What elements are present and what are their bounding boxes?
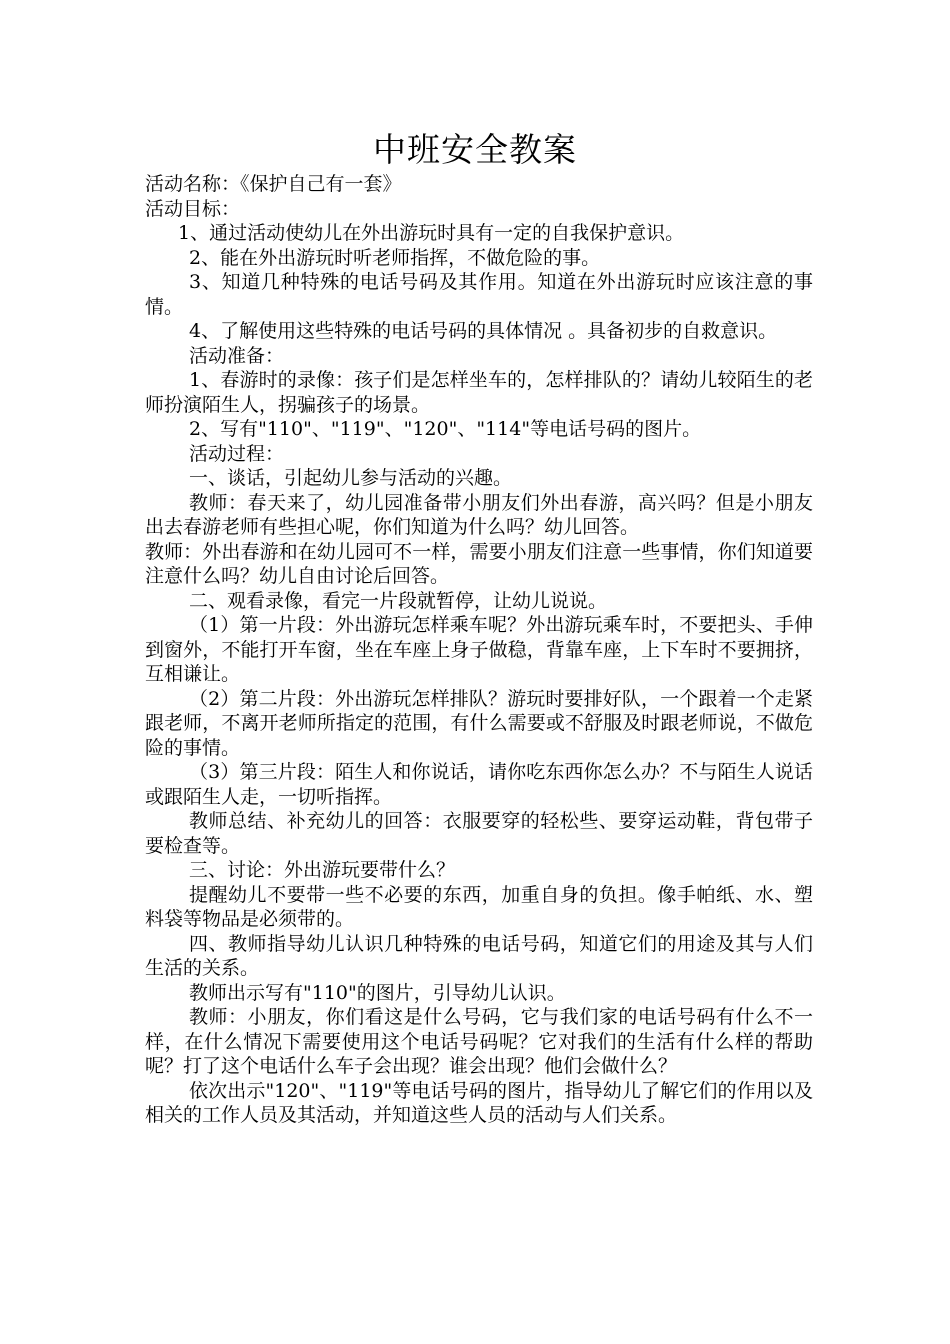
video-segment-1: （1）第一片段：外出游玩怎样乘车呢？外出游玩乘车时，不要把头、手伸到窗外，不能打开车窗，坐在车座上身子做稳，背靠车座，上下车时不要拥挤，互相谦让。 — [145, 614, 813, 685]
document-body — [145, 172, 813, 1128]
goal-1: 1、通过活动使幼儿在外出游玩时具有一定的自我保护意识。 — [178, 222, 685, 244]
preparation-1: 1、春游时的录像：孩子们是怎样坐车的，怎样排队的？请幼儿较陌生的老师扮演陌生人，拐骗孩子的场景。 — [145, 369, 813, 416]
goal-3: 3、知道几种特殊的电话号码及其作用。知道在外出游玩时应该注意的事情。 — [145, 271, 813, 318]
process-step-2: 二、观看录像，看完一片段就暂停，让幼儿说说。 — [189, 589, 608, 612]
show-110-paragraph: 教师出示写有"110"的图片，引导幼儿认识。 — [189, 981, 566, 1004]
show-120-119-paragraph: 依次出示"120"、"119"等电话号码的图片，指导幼儿了解它们的作用以及相关的工作人员及其活动，并知道这些人员的活动与人们关系。 — [145, 1079, 813, 1126]
teacher-dialogue-1: 教师：春天来了，幼儿园准备带小朋友们外出春游，高兴吗？但是小朋友出去春游老师有些担心呢，你们知道为什么吗？幼儿回答。 — [145, 491, 813, 538]
teacher-summary: 教师总结、补充幼儿的回答：衣服要穿的轻松些、要穿运动鞋，背包带子要检查等。 — [145, 810, 813, 857]
process-step-1: 一、谈话，引起幼儿参与活动的兴趣。 — [189, 467, 513, 489]
video-segment-3: （3）第三片段：陌生人和你说话，请你吃东西你怎么办？不与陌生人说话或跟陌生人走，一切听指挥。 — [145, 761, 813, 808]
activity-goals-heading: 活动目标： — [145, 197, 241, 220]
goal-4: 4、了解使用这些特殊的电话号码的具体情况 。具备初步的自救意识。 — [189, 320, 778, 342]
video-segment-2: （2）第二片段：外出游玩怎样排队？游玩时要排好队，一个跟着一个走紧跟老师，不离开老师所指定的范围，有什么需要或不舒服及时跟老师说，不做危险的事情。 — [145, 687, 813, 759]
process-step-3: 三、讨论：外出游玩要带什么？ — [189, 859, 456, 881]
teacher-question-paragraph: 教师：小朋友，你们看这是什么号码，它与我们家的电话号码有什么不一样，在什么情况下需要使用这个电话号码呢？它对我们的生活有什么样的帮助呢？打了这个电话什么车子会出现？谁会出现？他们会做什么？ — [145, 1006, 813, 1077]
activity-preparation-heading: 活动准备： — [189, 344, 285, 367]
document-title: 中班安全教案 — [373, 130, 577, 169]
activity-process-heading: 活动过程： — [189, 442, 285, 465]
activity-name-line: 活动名称：《保护自己有一套》 — [145, 173, 402, 195]
process-step-4: 四、教师指导幼儿认识几种特殊的电话号码，知道它们的用途及其与人们生活的关系。 — [145, 932, 813, 979]
preparation-2: 2、写有"110"、"119"、"120"、"114"等电话号码的图片。 — [189, 418, 702, 440]
goal-2: 2、能在外出游玩时听老师指挥，不做危险的事。 — [189, 246, 601, 269]
reminder-paragraph: 提醒幼儿不要带一些不必要的东西，加重自身的负担。像手帕纸、水、塑料袋等物品是必须带的。 — [145, 883, 813, 930]
teacher-dialogue-2: 教师：外出春游和在幼儿园可不一样，需要小朋友们注意一些事情，你们知道要注意什么吗？幼儿自由讨论后回答。 — [145, 540, 813, 587]
